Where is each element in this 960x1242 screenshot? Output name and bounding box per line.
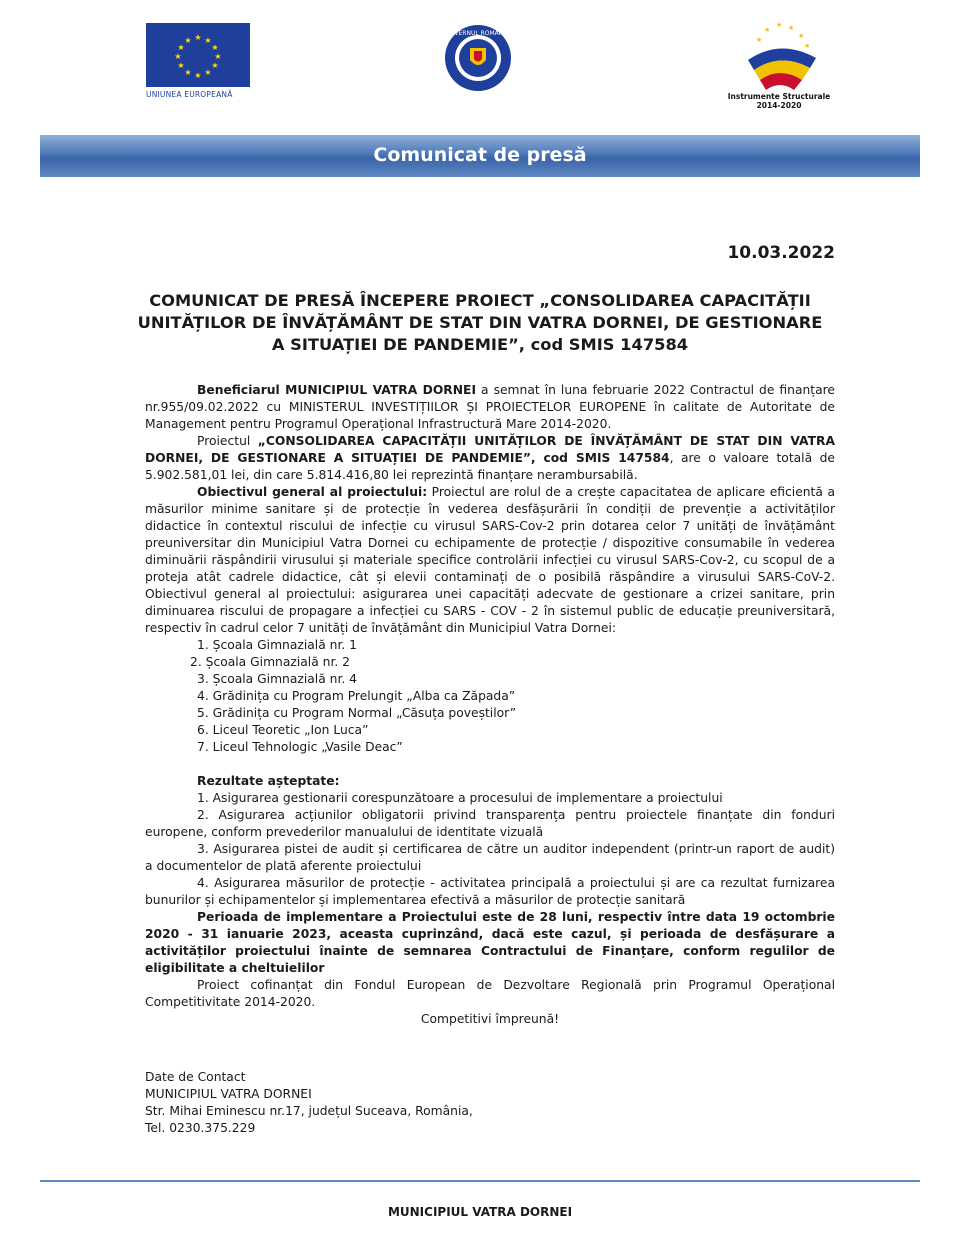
contact-block [145, 1069, 645, 1137]
list-item: 6. Liceul Teoretic „Ion Luca” [197, 723, 369, 737]
government-seal-logo [444, 24, 512, 92]
list-item: 4. Grădinița cu Program Prelungit „Alba ca Zăpada” [197, 689, 516, 703]
footer-divider [40, 1180, 920, 1182]
result-item: 1. Asigurarea gestionarii corespunzătoare a procesului de implementare a proiectului [197, 791, 723, 805]
title-line-3: A SITUAȚIEI DE PANDEMIE”, cod SMIS 147584 [271, 335, 689, 354]
svg-text:★: ★ [788, 24, 795, 32]
title-line-2: UNITĂȚILOR DE ÎNVĂȚĂMÂNT DE STAT DIN VATRA DORNEI, DE GESTIONARE [137, 313, 823, 332]
eu-flag-logo [146, 23, 250, 87]
svg-text:★: ★ [204, 36, 212, 45]
list-item: 7. Liceul Tehnologic „Vasile Deac” [197, 740, 403, 754]
svg-text:★: ★ [194, 71, 202, 80]
is-label-line1: Instrumente Structurale [727, 92, 831, 101]
eu-label: UNIUNEA EUROPEANĂ [146, 90, 233, 99]
document-date: 10.03.2022 [727, 243, 835, 263]
list-item: 5. Grădinița cu Program Normal „Căsuța poveștilor” [197, 706, 517, 720]
schools-list [145, 637, 835, 756]
svg-text:★: ★ [184, 36, 192, 45]
seal-text: GUVERNUL ROMÂNIEI [445, 30, 511, 37]
objective-bold: Obiectivul general al proiectului: [197, 485, 428, 499]
paragraph-beneficiary [145, 382, 835, 433]
contact-heading: Date de Contact [145, 1070, 246, 1084]
svg-text:★: ★ [211, 61, 219, 70]
paragraph-project [145, 433, 835, 484]
svg-text:★: ★ [177, 43, 185, 52]
contact-phone: Tel. 0230.375.229 [145, 1121, 256, 1135]
svg-text:★: ★ [764, 26, 771, 34]
structural-instruments-logo [738, 18, 822, 92]
press-release-banner: Comunicat de presă [40, 135, 920, 177]
period-bold: Perioada de implementare a Proiectului este de 28 luni, respectiv între data 19 octombrie 2020 - 31 ianuarie 2023, aceasta cuprinzând, dacă este cazul, și perioada de desfășurare a activităților proiectului înainte de semnarea Contractului de Finanțare, conform regulilor de eligibilitate a cheltuielilor [145, 910, 835, 975]
svg-text:★: ★ [184, 68, 192, 77]
is-label-line2: 2014-2020 [756, 101, 802, 110]
svg-text:★: ★ [214, 52, 222, 61]
result-item: 4. Asigurarea măsurilor de protecție - activitatea principală a proiectului și are ca rezultat furnizarea bunurilor și echipamentelor și implementarea efectivă a măsurilor de protecție sanitară [145, 876, 835, 907]
svg-text:★: ★ [194, 33, 202, 42]
contact-org: MUNICIPIUL VATRA DORNEI [145, 1087, 312, 1101]
title-line-1: COMUNICAT DE PRESĂ ÎNCEPERE PROIECT „CONSOLIDAREA CAPACITĂȚII [149, 291, 811, 310]
result-item: 2. Asigurarea acțiunilor obligatorii privind transparența pentru proiectele finanțate din fonduri europene, conform prevederilor manualului de identitate vizuală [145, 808, 835, 839]
project-lead: Proiectul [197, 434, 258, 448]
svg-text:★: ★ [174, 52, 182, 61]
list-item: 1. Școala Gimnazială nr. 1 [197, 638, 358, 652]
slogan: Competitivi împreună! [420, 1012, 560, 1026]
objective-text: Proiectul are rolul de a crește capacitatea de aplicare eficientă a măsurilor minime sanitare și de protecție în vederea desfășurării în condiții de prevenție a activităților didactice în contextul riscului de infecție cu virusul SARS-Cov-2 prin dotarea celor 7 unități de învățământ preuniversitar din Municipiul Vatra Dornei cu echipamente de protecție / dispozitive consumabile în vederea diminuării răspândirii virusului și materiale specifice controlării infecției cu virusul SARS-Cov-2, cu scopul de a proteja atât cadrele didactice, cât și elevii contaminați de o posibilă răspândire a virusului SARS-CoV-2. Obiectivul general al proiectului: asigurarea unei capacități adecvate de gestionare a crizei sanitare, prin diminuarea riscului de propagare a infecției cu SARS - COV - 2 în sistemul public de educație preuniversitară, respectiv în cadrul celor 7 unități de învățământ din Municipiul Vatra Dornei: [145, 485, 835, 635]
result-item: 3. Asigurarea pistei de audit și certificarea de către un auditor independent (printr-un raport de audit) a documentelor de plată aferente proiectului [145, 842, 835, 873]
beneficiary-bold: Beneficiarul MUNICIPIUL VATRA DORNEI [197, 383, 477, 397]
svg-text:★: ★ [776, 21, 783, 29]
svg-text:★: ★ [804, 42, 811, 50]
project-name-bold: „CONSOLIDAREA CAPACITĂȚII UNITĂȚILOR DE ÎNVĂȚĂMÂNT DE STAT DIN VATRA DORNEI, DE GESTIONARE A SITUAȚIEI DE PANDEMIE”, cod SMIS 147584 [145, 434, 835, 465]
svg-text:★: ★ [177, 61, 185, 70]
logo-strip [0, 0, 960, 120]
contact-address: Str. Mihai Eminescu nr.17, județul Suceava, România, [145, 1104, 473, 1118]
list-item: 2. Școala Gimnazială nr. 2 [190, 655, 351, 669]
footer-organization: MUNICIPIUL VATRA DORNEI [387, 1205, 573, 1219]
svg-text:★: ★ [211, 43, 219, 52]
paragraph-objective [145, 484, 835, 637]
document-title [125, 290, 835, 356]
svg-text:★: ★ [756, 36, 763, 44]
beneficiary-text: a semnat în luna februarie 2022 Contractul de finanțare nr.955/09.02.2022 cu MINISTERUL INVESTIȚIILOR ȘI PROIECTELOR EUROPENE în calitate de Autoritate de Management pentru Programul Operațional Infrastructură Mare 2014-2020. [145, 383, 835, 431]
paragraph-cofinance: Proiect cofinanțat din Fondul European de Dezvoltare Regională prin Programul Operațional Competitivitate 2014-2020. [145, 978, 835, 1009]
project-value-text: , are o valoare totală de 5.902.581,01 lei, din care 5.814.416,80 lei reprezintă finanțare nerambursabilă. [145, 451, 835, 482]
svg-text:★: ★ [204, 68, 212, 77]
document-body [145, 382, 835, 1028]
results-heading-text: Rezultate așteptate: [197, 774, 340, 788]
structural-instruments-label [704, 92, 854, 110]
paragraph-period [145, 909, 835, 977]
list-item: 3. Școala Gimnazială nr. 4 [197, 672, 358, 686]
svg-text:★: ★ [798, 32, 805, 40]
results-heading [145, 773, 835, 790]
